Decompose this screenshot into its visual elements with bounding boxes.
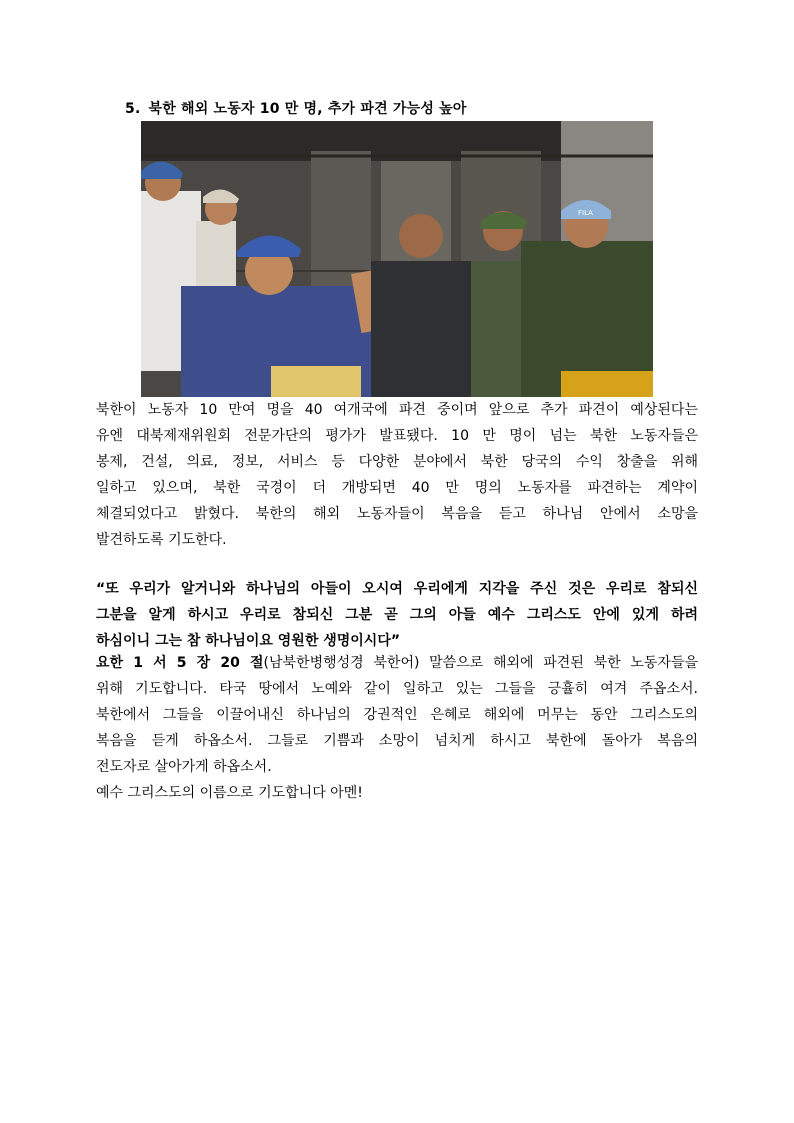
paragraph-line: 체결되었다고 밝혔다. 북한의 해외 노동자들이 복음을 듣고 하나님 안에서 소망을 <box>96 506 698 522</box>
paragraph-line: 북한이 노동자 10 만여 명을 40 여개국에 파견 중이며 앞으로 추가 파견이 예상된다는 <box>96 402 698 418</box>
section-number: 5. <box>125 101 141 117</box>
prayer-line: 전도자로 살아가게 하옵소서. <box>96 759 272 775</box>
cap-logo-text: FILA <box>578 209 593 217</box>
reference-suffix: (남북한병행성경 북한어) 말씀으로 해외에 파견된 북한 노동자들을 <box>263 655 698 671</box>
verse-line: “또 우리가 알거니와 하나님의 아들이 오시여 우리에게 지각을 주신 것은 우리로 참되신 <box>96 581 698 597</box>
section-title: 북한 해외 노동자 10 만 명, 추가 파견 가능성 높아 <box>148 101 467 117</box>
paragraph-line: 발견하도록 기도한다. <box>96 532 227 548</box>
news-paragraph <box>96 397 698 553</box>
prayer-line: 북한에서 그들을 이끌어내신 하나님의 강권적인 은혜로 해외에 머무는 동안 그리스도의 <box>96 707 698 723</box>
prayer-paragraph <box>96 650 698 806</box>
verse-line: 하심이니 그는 참 하나님이요 영원한 생명이시다” <box>96 633 401 649</box>
section-heading <box>125 98 467 118</box>
workers-photo <box>141 121 653 397</box>
closing-line: 예수 그리스도의 이름으로 기도합니다 아멘! <box>96 785 363 801</box>
prayer-line <box>96 650 698 676</box>
prayer-line: 복음을 듣게 하옵소서. 그들로 기쁨과 소망이 넘치게 하시고 북한에 돌아가 복음의 <box>96 733 698 749</box>
scripture-quote <box>96 576 698 654</box>
paragraph-line: 봉제, 건설, 의료, 정보, 서비스 등 다양한 분야에서 북한 당국의 수익 창출을 위해 <box>96 454 698 470</box>
paragraph-line: 일하고 있으며, 북한 국경이 더 개방되면 40 만 명의 노동자를 파견하는 계약이 <box>96 480 698 496</box>
verse-line: 그분을 알게 하시고 우리로 참되신 그분 곧 그의 아들 예수 그리스도 안에 있게 하려 <box>96 607 698 623</box>
paragraph-line: 유엔 대북제재위원회 전문가단의 평가가 발표됐다. 10 만 명이 넘는 북한 노동자들은 <box>96 428 698 444</box>
prayer-line: 위해 기도합니다. 타국 땅에서 노예와 같이 일하고 있는 그들을 긍휼히 여겨 주옵소서. <box>96 681 698 697</box>
scripture-reference: 요한 1 서 5 장 20 절 <box>96 655 264 671</box>
